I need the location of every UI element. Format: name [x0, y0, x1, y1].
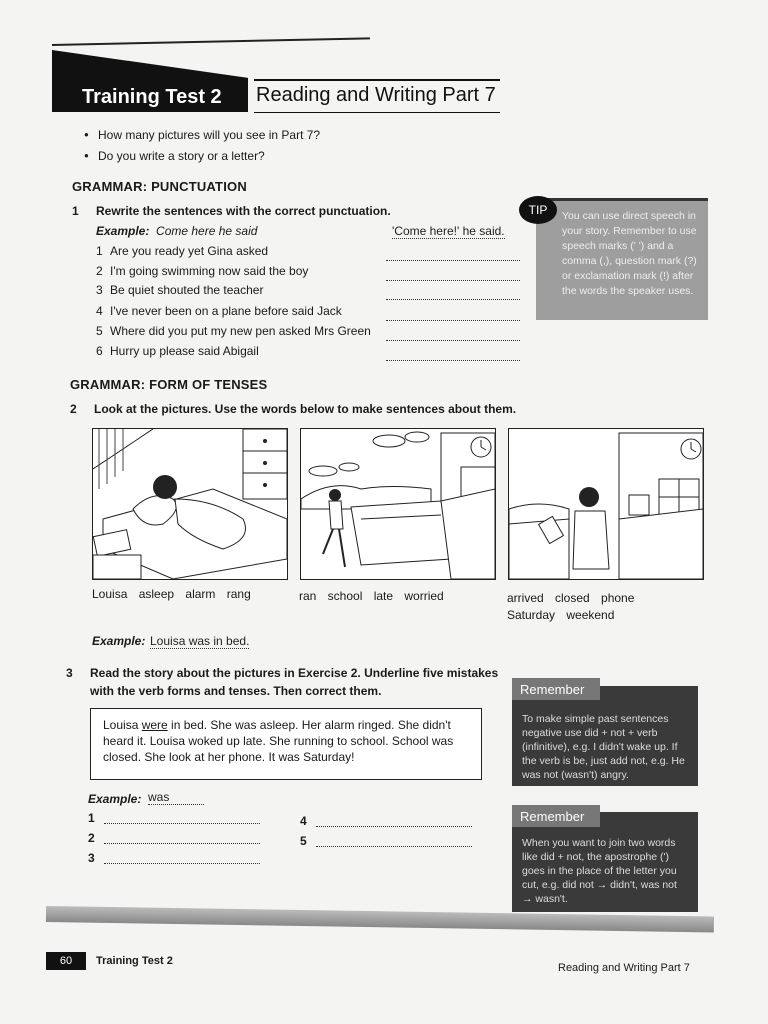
answer-line[interactable]	[386, 287, 520, 300]
top-rule	[52, 37, 370, 46]
picture-bedroom	[92, 428, 288, 580]
tip-badge: TIP	[519, 196, 557, 224]
picture-running	[300, 428, 496, 580]
section1-item: 2 I'm going swimming now said the boy	[96, 264, 309, 278]
answer-number: 4	[300, 814, 307, 828]
answer-number: 1	[88, 811, 95, 825]
section1-item: 1 Are you ready yet Gina asked	[96, 244, 269, 258]
section1-example: Example: Come here he said	[96, 224, 258, 238]
section2-heading: GRAMMAR: FORM OF TENSES	[70, 377, 268, 392]
section2-instruction: Look at the pictures. Use the words below to make sentences about them.	[94, 402, 517, 416]
remember-box-2: When you want to join two words like did + not, the apostrophe (') goes in the place of the letter you cut, e.g. did not → didn't, was not → wasn't.	[512, 812, 698, 912]
answer-line[interactable]	[386, 268, 520, 281]
section3-example-answer: was	[148, 790, 204, 805]
picture-phone	[508, 428, 704, 580]
answer-line[interactable]	[386, 328, 520, 341]
answer-line[interactable]	[104, 853, 260, 864]
tip-box: You can use direct speech in your story. Remember to use speech marks (' ') and a comma (,), question mark (?) or exclamation mark (!) after the words the speaker uses.	[536, 198, 708, 320]
intro-bullet: ● How many pictures will you see in Part 7?	[86, 128, 320, 142]
header-title-right: Reading and Writing Part 7	[256, 84, 496, 106]
section3-instruction-line1: Read the story about the pictures in Exercise 2. Underline five mistakes	[90, 666, 499, 680]
section1-number: 1	[72, 204, 79, 218]
section3-number: 3	[66, 666, 73, 680]
caption-picture-1: Louisa asleep alarm rang	[92, 587, 251, 601]
answer-number: 2	[88, 831, 95, 845]
answer-line[interactable]	[386, 348, 520, 361]
page-number: 60	[46, 952, 86, 970]
answer-line[interactable]	[316, 816, 472, 827]
caption-picture-3a: arrived closed phone	[507, 591, 635, 605]
caption-picture-2: ran school late worried	[299, 589, 444, 603]
section3-example: Example:	[88, 792, 142, 806]
section1-instruction: Rewrite the sentences with the correct punctuation.	[96, 204, 391, 218]
header-rule-top	[254, 79, 500, 81]
running-illustration	[301, 429, 495, 579]
answer-line[interactable]	[386, 308, 520, 321]
footer-left: Training Test 2	[96, 955, 173, 967]
section1-item: 3 Be quiet shouted the teacher	[96, 283, 264, 297]
remember-title-1: Remember	[512, 678, 600, 700]
section2-example-answer: Louisa was in bed.	[150, 634, 250, 648]
story-box: Louisa were in bed. She was asleep. Her alarm ringed. She didn't heard it. Louisa woked up late. She running to school. School was closed. She look at her phone. It was Saturday!	[90, 708, 482, 780]
answer-line[interactable]	[104, 833, 260, 844]
answer-line[interactable]	[104, 813, 260, 824]
caption-picture-3b: Saturday weekend	[507, 608, 615, 622]
section1-heading: GRAMMAR: PUNCTUATION	[72, 179, 247, 194]
answer-line[interactable]	[316, 836, 472, 847]
section2-number: 2	[70, 402, 77, 416]
intro-bullet: ● Do you write a story or a letter?	[86, 149, 265, 163]
phone-illustration	[509, 429, 703, 579]
section1-item: 4 I've never been on a plane before said Jack	[96, 304, 342, 318]
answer-line[interactable]	[386, 248, 520, 261]
section1-example-answer: 'Come here!' he said.	[392, 224, 505, 238]
footer-right: Reading and Writing Part 7	[558, 962, 690, 974]
section3-instruction-line2: with the verb forms and tenses. Then correct them.	[90, 684, 382, 698]
underlined-mistake: were	[141, 718, 168, 732]
header-rule-bottom	[254, 112, 500, 113]
section1-item: 6 Hurry up please said Abigail	[96, 344, 259, 358]
remember-title-2: Remember	[512, 805, 600, 827]
answer-number: 5	[300, 834, 307, 848]
section1-item: 5 Where did you put my new pen asked Mrs Green	[96, 324, 371, 338]
section2-example: Example:	[92, 634, 146, 648]
header-title-left: Training Test 2	[82, 85, 222, 108]
bedroom-illustration	[93, 429, 287, 579]
answer-number: 3	[88, 851, 95, 865]
remember-box-1: To make simple past sentences negative use did + not + verb (infinitive), e.g. I didn't wake up. If the verb is be, just add not, e.g. He was not (wasn't) angry.	[512, 686, 698, 786]
